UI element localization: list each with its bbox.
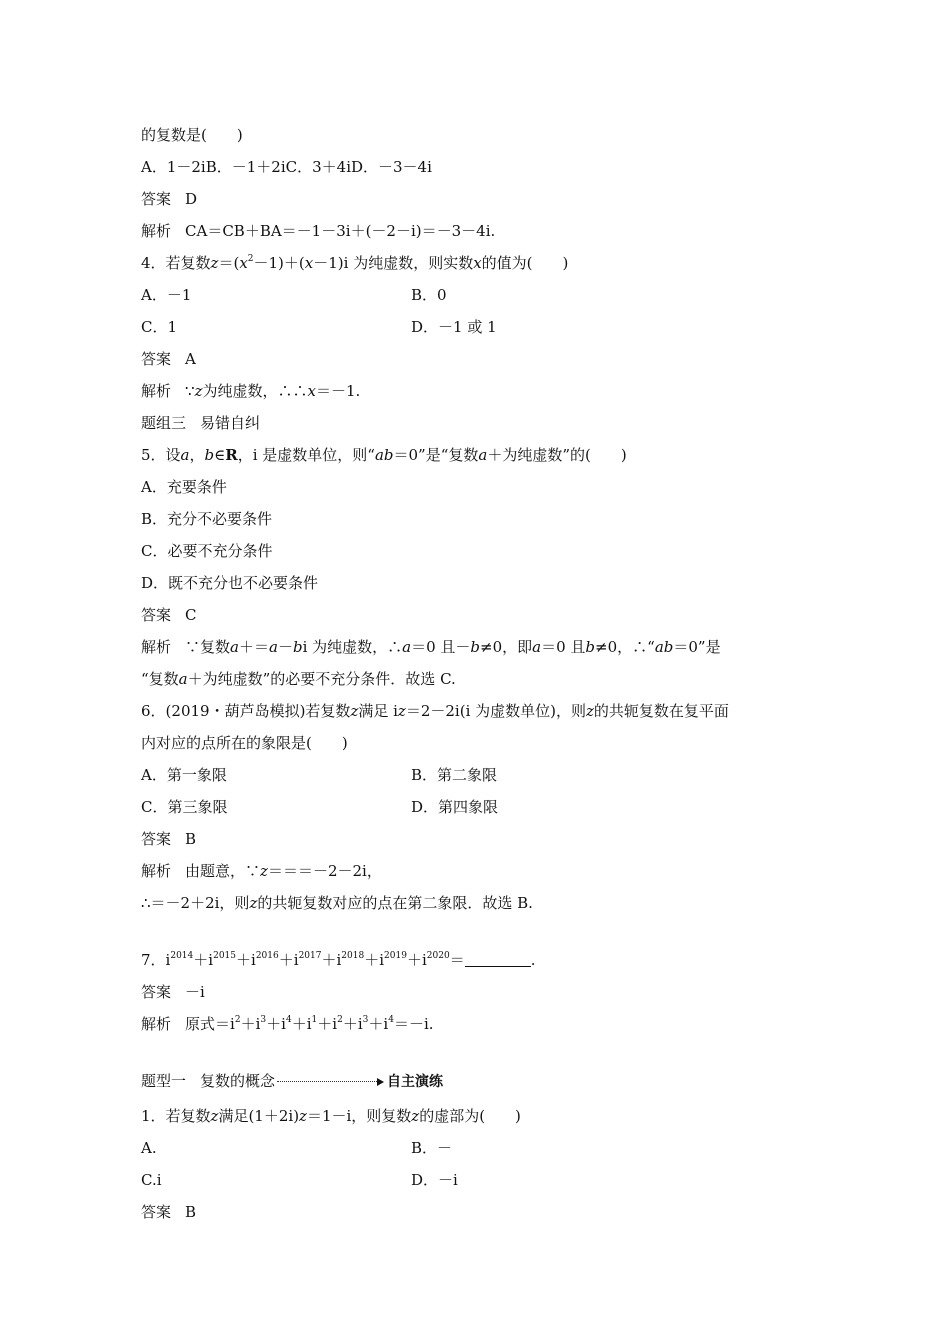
q5-stem: 5．设a，b∈R，i 是虚数单位，则“ab＝0”是“复数a＋为纯虚数”的( ) bbox=[141, 446, 627, 464]
q7-analysis: 解析 原式$=i^2+i^3+i^4+i^1+i^2+i^3+i^4=-i$. bbox=[141, 1015, 434, 1033]
q4-stem: 4．若复数$z=(x^2-1)+(x-1)i$ 为纯虚数，则实数x的值为( ) bbox=[141, 254, 569, 272]
q6-option-a: A．第一象限 bbox=[141, 766, 227, 784]
q5-option-d: D．既不充分也不必要条件 bbox=[141, 574, 319, 592]
q4-option-d: D．－1 或 1 bbox=[411, 318, 497, 336]
q4-answer: 答案 A bbox=[141, 350, 196, 368]
p1-stem: 1．若复数z满足(1＋2i)z＝1－i，则复数z的虚部为( ) bbox=[141, 1107, 521, 1125]
q3-stem: 的复数是( ) bbox=[141, 126, 243, 144]
q6-answer: 答案 B bbox=[141, 830, 197, 848]
q3-analysis: 解析 CA＝CB＋BA＝－1－3i＋(－2－i)＝－3－4i. bbox=[141, 222, 496, 240]
q6-option-d: D．第四象限 bbox=[411, 798, 499, 816]
q6-stem-cont: 内对应的点所在的象限是( ) bbox=[141, 734, 348, 752]
q4-option-b: B．0 bbox=[411, 286, 447, 304]
group-heading: 题组三 易错自纠 bbox=[141, 414, 261, 432]
q3-options: A．1－2iB．－1＋2iC．3＋4iD．－3－4i bbox=[141, 158, 432, 176]
section-badge: 自主演练 bbox=[387, 1074, 444, 1090]
q4-analysis: 解析 ∵z为纯虚数，∴∴x＝－1. bbox=[141, 382, 361, 400]
q5-analysis-cont: “复数a＋为纯虚数”的必要不充分条件．故选 C. bbox=[141, 670, 456, 688]
q5-answer: 答案 C bbox=[141, 606, 197, 624]
p1-option-d: D．－i bbox=[411, 1171, 458, 1189]
arrow-head-icon bbox=[377, 1078, 384, 1086]
q6-option-c: C．第三象限 bbox=[141, 798, 228, 816]
q5-analysis: 解析 ∵复数a＋＝a－bi 为纯虚数，∴a＝0 且－b≠0，即a＝0 且b≠0，∴“ab＝0”是 bbox=[141, 638, 721, 656]
p1-option-c: C.i bbox=[141, 1171, 162, 1189]
q7-answer: 答案 －i bbox=[141, 983, 205, 1001]
q4-option-a: A．－1 bbox=[141, 286, 192, 304]
dotted-arrow-line bbox=[277, 1081, 377, 1082]
q5-option-a: A．充要条件 bbox=[141, 478, 227, 496]
q6-stem: 6．(2019・葫芦岛模拟)若复数z满足 iz＝2－2i(i 为虚数单位)，则z的共轭复数在复平面 bbox=[141, 702, 729, 720]
p1-option-b: B．－ bbox=[411, 1139, 453, 1157]
q5-option-b: B．充分不必要条件 bbox=[141, 510, 273, 528]
q6-option-b: B．第二象限 bbox=[411, 766, 498, 784]
q4-option-c: C．1 bbox=[141, 318, 178, 336]
section-heading: 题型一 复数的概念 自主演练 bbox=[141, 1072, 444, 1090]
p1-option-a: A. bbox=[141, 1139, 157, 1157]
q6-analysis-cont: ∴＝－2＋2i，则z的共轭复数对应的点在第二象限．故选 B. bbox=[141, 894, 533, 912]
p1-answer: 答案 B bbox=[141, 1203, 197, 1221]
answer-blank bbox=[465, 952, 531, 967]
q6-analysis: 解析 由题意，∵z＝＝＝－2－2i， bbox=[141, 862, 382, 880]
q7-stem: 7．$i^{2014}+i^{2015}+i^{2016}+i^{2017}+i^{2018}+i^{2019}+i^{2020}=$ . bbox=[141, 951, 536, 969]
q5-option-c: C．必要不充分条件 bbox=[141, 542, 273, 560]
q3-answer: 答案 D bbox=[141, 190, 198, 208]
